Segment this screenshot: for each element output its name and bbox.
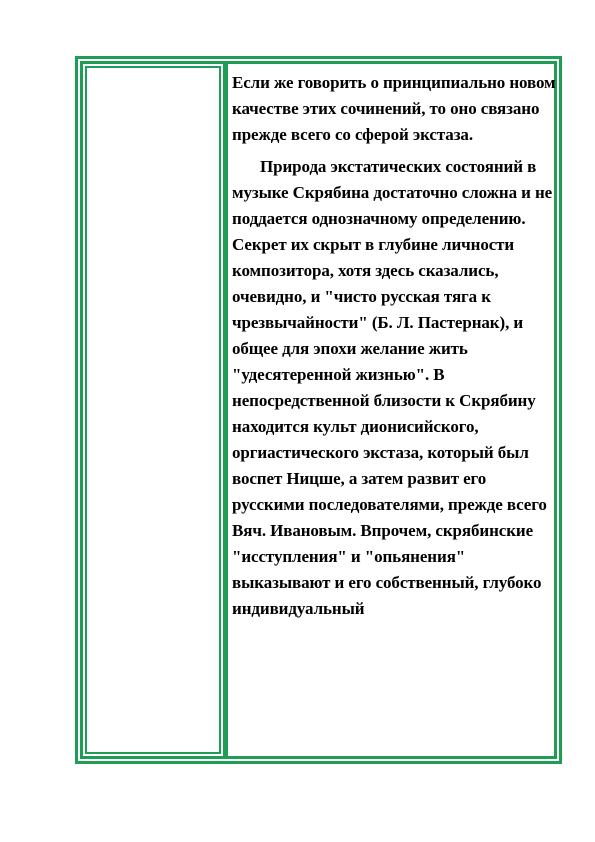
paragraph-ecstasy: Природа экстатических состояний в музыке Скрябина достаточно сложна и не поддается однозначному определению. Секрет их скрыт в глубине личности композитора, хотя здесь сказались, очевидно, и "чисто русская тяга к чрезвычайности" (Б. Л. Пастернак), и общее для эпохи желание жить "удесятеренной жизнью". В непосредственной близости к Скрябину находится культ дионисийского, оргиастического экстаза, который был воспет Ницше, а затем развит его русскими последователями, прежде всего Вяч. Ивановым. Впрочем, скрябинские "исступления" и "опьянения" выказывают и его собственный, глубоко индивидуальный (232, 157, 553, 618)
text-column (232, 70, 557, 754)
paragraph-intro: Если же говорить о принципиально новом качестве этих сочинений, то оно связано прежде всего со сферой экстаза. (232, 73, 556, 144)
left-column-inner-border (85, 66, 221, 754)
column-divider (223, 61, 225, 759)
